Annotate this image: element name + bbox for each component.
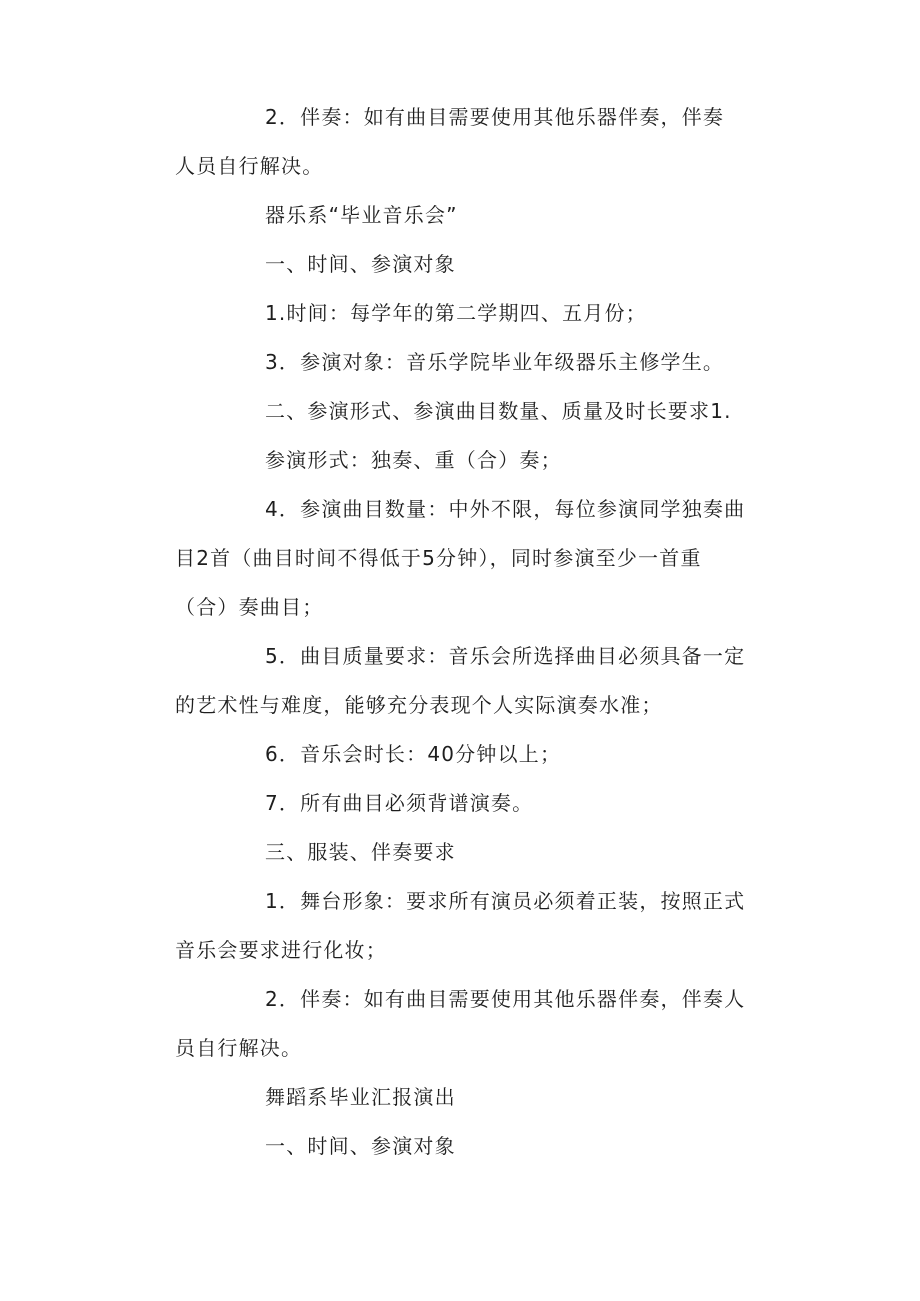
paragraph-line: 4．参演曲目数量：中外不限，每位参演同学独奏曲 <box>265 497 746 521</box>
section-heading: 三、服装、伴奏要求 <box>265 840 456 864</box>
paragraph-line: 2．伴奏：如有曲目需要使用其他乐器伴奏，伴奏人 <box>265 987 746 1011</box>
paragraph-line: 7．所有曲目必须背谱演奏。 <box>265 791 534 815</box>
paragraph-line: 音乐会要求进行化妆； <box>175 938 387 962</box>
paragraph-line: 人员自行解决。 <box>175 154 324 178</box>
section-heading: 一、时间、参演对象 <box>265 252 456 276</box>
section-heading: 一、时间、参演对象 <box>265 1134 456 1158</box>
section-title: 舞蹈系毕业汇报演出 <box>265 1085 456 1109</box>
paragraph-line: 1．舞台形象：要求所有演员必须着正装，按照正式 <box>265 889 746 913</box>
paragraph-line: 6．音乐会时长：40分钟以上； <box>265 742 562 766</box>
paragraph-line: 2．伴奏：如有曲目需要使用其他乐器伴奏，伴奏 <box>265 105 725 129</box>
paragraph-line: 1.时间：每学年的第二学期四、五月份； <box>265 301 647 325</box>
section-heading: 二、参演形式、参演曲目数量、质量及时长要求1. <box>265 399 732 423</box>
section-title: 器乐系“毕业音乐会” <box>265 203 458 227</box>
paragraph-line: 5．曲目质量要求：音乐会所选择曲目必须具备一定 <box>265 644 746 668</box>
paragraph-line: 员自行解决。 <box>175 1036 303 1060</box>
paragraph-line: 目2首（曲目时间不得低于5分钟），同时参演至少一首重 <box>175 546 702 570</box>
paragraph-line: 3．参演对象：音乐学院毕业年级器乐主修学生。 <box>265 350 725 374</box>
paragraph-line: 参演形式：独奏、重（合）奏； <box>265 448 562 472</box>
paragraph-line: 的艺术性与难度，能够充分表现个人实际演奏水准； <box>175 693 663 717</box>
paragraph-line: （合）奏曲目； <box>175 595 324 619</box>
document-body <box>175 93 755 1171</box>
